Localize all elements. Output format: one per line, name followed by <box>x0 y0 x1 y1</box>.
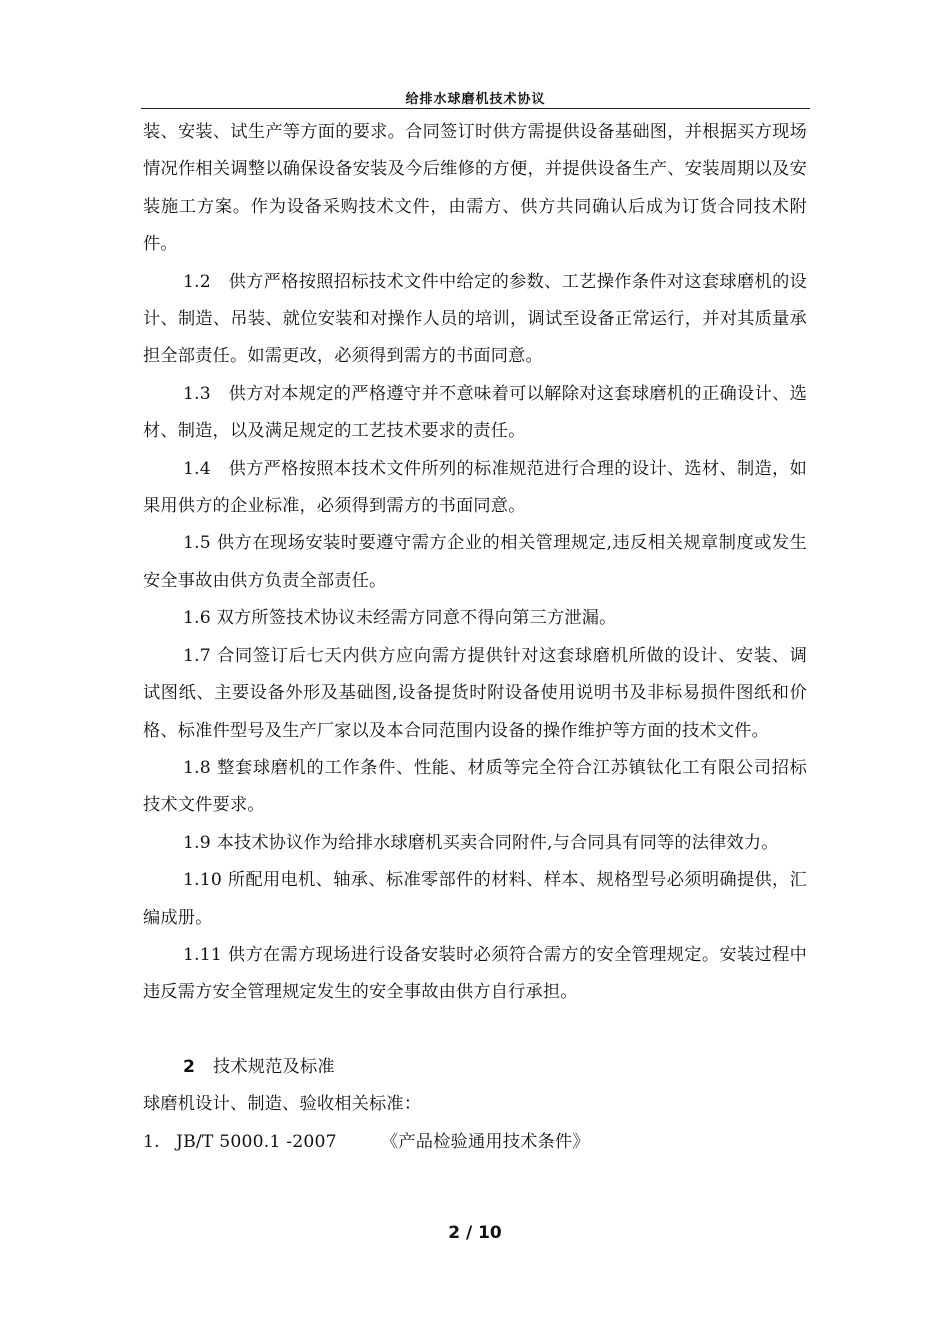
document-body <box>143 114 807 1161</box>
page-header <box>141 88 810 109</box>
section-number: 2 <box>183 1056 196 1077</box>
standard-number: 1. <box>143 1131 160 1152</box>
standard-code: JB/T 5000.1 -2007 <box>176 1131 337 1152</box>
paragraph: 装、安装、试生产等方面的要求。合同签订时供方需提供设备基础图，并根据买方现场情况作相关调整以确保设备安装及今后维修的方便，并提供设备生产、安装周期以及安装施工方案。作为设备采购技术文件，由需方、供方共同确认后成为订货合同技术附件。 <box>143 122 807 255</box>
header-title: 给排水球磨机技术协议 <box>405 92 546 107</box>
paragraph: 1.10 所配用电机、轴承、标准零部件的材料、样本、规格型号必须明确提供，汇编成册。 <box>143 870 807 928</box>
paragraph: 1.7 合同签订后七天内供方应向需方提供针对这套球磨机所做的设计、安装、调试图纸、主要设备外形及基础图,设备提货时附设备使用说明书及非标易损件图纸和价格、标准件型号及生产厂家以及本合同范围内设备的操作维护等方面的技术文件。 <box>143 645 807 741</box>
section-title: 技术规范及标准 <box>213 1056 335 1077</box>
paragraph: 1.9 本技术协议作为给排水球磨机买卖合同附件,与合同具有同等的法律效力。 <box>183 832 779 853</box>
paragraph: 1.2 供方严格按照招标技术文件中给定的参数、工艺操作条件对这套球磨机的设计、制造、吊装、就位安装和对操作人员的培训，调试至设备正常运行，并对其质量承担全部责任。如需更改，必须得到需方的书面同意。 <box>143 271 807 367</box>
paragraph: 1.6 双方所签技术协议未经需方同意不得向第三方泄漏。 <box>183 608 617 629</box>
paragraph: 1.5 供方在现场安装时要遵守需方企业的相关管理规定,违反相关规章制度或发生安全事故由供方负责全部责任。 <box>143 533 807 591</box>
standard-item <box>143 1124 807 1161</box>
paragraph: 1.4 供方严格按照本技术文件所列的标准规范进行合理的设计、选材、制造，如果用供方的企业标准，必须得到需方的书面同意。 <box>143 458 807 517</box>
paragraph: 1.3 供方对本规定的严格遵守并不意味着可以解除对这套球磨机的正确设计、选材、制造，以及满足规定的工艺技术要求的责任。 <box>143 383 807 442</box>
section-heading <box>143 1049 807 1086</box>
page-number: 2 / 10 <box>448 1223 502 1243</box>
paragraph: 1.8 整套球磨机的工作条件、性能、材质等完全符合江苏镇钛化工有限公司招标技术文件要求。 <box>143 757 807 816</box>
standard-name: 《产品检验通用技术条件》 <box>381 1131 590 1152</box>
paragraph: 1.11 供方在需方现场进行设备安装时必须符合需方的安全管理规定。安装过程中违反需方安全管理规定发生的安全事故由供方自行承担。 <box>143 944 807 1003</box>
standards-intro: 球磨机设计、制造、验收相关标准： <box>143 1094 422 1115</box>
